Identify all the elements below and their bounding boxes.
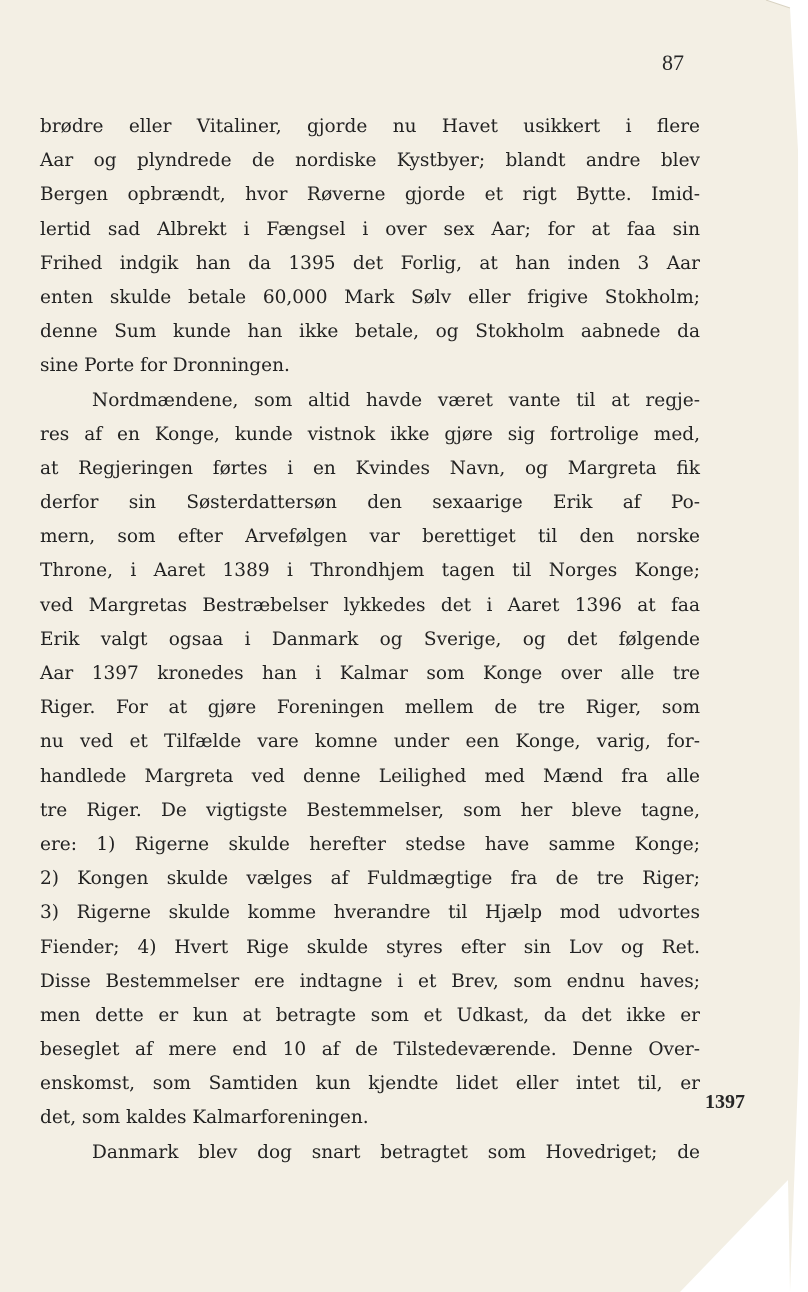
text-line: ved Margretas Bestræbelser lykkedes det i Aaret 1396 at faa (40, 594, 700, 616)
page-number: 87 (662, 50, 684, 75)
text-line: enten skulde betale 60,000 Mark Sølv eller frigive Stokholm; (40, 286, 700, 308)
text-line: lertid sad Albrekt i Fængsel i over sex Aar; for at faa sin (40, 218, 700, 240)
text-line: res af en Konge, kunde vistnok ikke gjøre sig fortrolige med, (40, 423, 700, 445)
text-line: Fiender; 4) Hvert Rige skulde styres efter sin Lov og Ret. (40, 936, 700, 958)
paragraph-start-line: Nordmændene, som altid havde været vante til at regje- (92, 389, 700, 411)
text-line: beseglet af mere end 10 af de Tilstedeværende. Denne Over- (40, 1039, 700, 1061)
text-line: derfor sin Søsterdattersøn den sexaarige Erik af Po- (40, 492, 700, 514)
text-line: brødre eller Vitaliner, gjorde nu Havet usikkert i flere (40, 116, 700, 137)
text-line: nu ved et Tilfælde vare komne under een Konge, varig, for- (40, 731, 700, 753)
text-line: men dette er kun at betragte som et Udkast, da det ikke er (40, 1004, 700, 1026)
text-line: 2) Kongen skulde vælges af Fuldmægtige fra de tre Riger; (40, 868, 700, 890)
text-line: 3) Rigerne skulde komme hverandre til Hjælp mod udvortes (40, 902, 700, 924)
text-line: ere: 1) Rigerne skulde herefter stedse have samme Konge; (40, 833, 700, 855)
paragraph-start-line: Danmark blev dog snart betragtet som Hovedriget; de (92, 1141, 700, 1163)
text-line: Aar 1397 kronedes han i Kalmar som Konge over alle tre (40, 663, 700, 684)
text-line: Disse Bestemmelser ere indtagne i et Brev, som endnu haves; (40, 970, 700, 992)
text-line: det, som kaldes Kalmarforeningen. (40, 1107, 369, 1129)
text-line: Bergen opbrændt, hvor Røverne gjorde et rigt Bytte. Imid- (40, 184, 700, 206)
text-line: Erik valgt ogsaa i Danmark og Sverige, og det følgende (40, 628, 700, 650)
text-line: Frihed indgik han da 1395 det Forlig, at han inden 3 Aar (40, 252, 700, 274)
text-line: handlede Margreta ved denne Leilighed med Mænd fra alle (40, 765, 700, 787)
text-line: Riger. For at gjøre Foreningen mellem de tre Riger, som (40, 697, 700, 719)
text-line: at Regjeringen førtes i en Kvindes Navn, og Margreta fik (40, 457, 700, 479)
text-line: enskomst, som Samtiden kun kjendte lidet eller intet til, er (40, 1073, 700, 1095)
text-line: sine Porte for Dronningen. (40, 355, 290, 377)
text-line: Throne, i Aaret 1389 i Throndhjem tagen til Norges Konge; (40, 560, 700, 582)
text-line: denne Sum kunde han ikke betale, og Stokholm aabnede da (40, 321, 700, 343)
text-line: Aar og plyndrede de nordiske Kystbyer; blandt andre blev (40, 150, 700, 172)
text-line: tre Riger. De vigtigste Bestemmelser, som her bleve tagne, (40, 799, 700, 821)
text-line: mern, som efter Arvefølgen var berettiget til den norske (40, 526, 700, 548)
body-text (40, 110, 700, 1170)
margin-year-note: 1397 (705, 1091, 745, 1113)
